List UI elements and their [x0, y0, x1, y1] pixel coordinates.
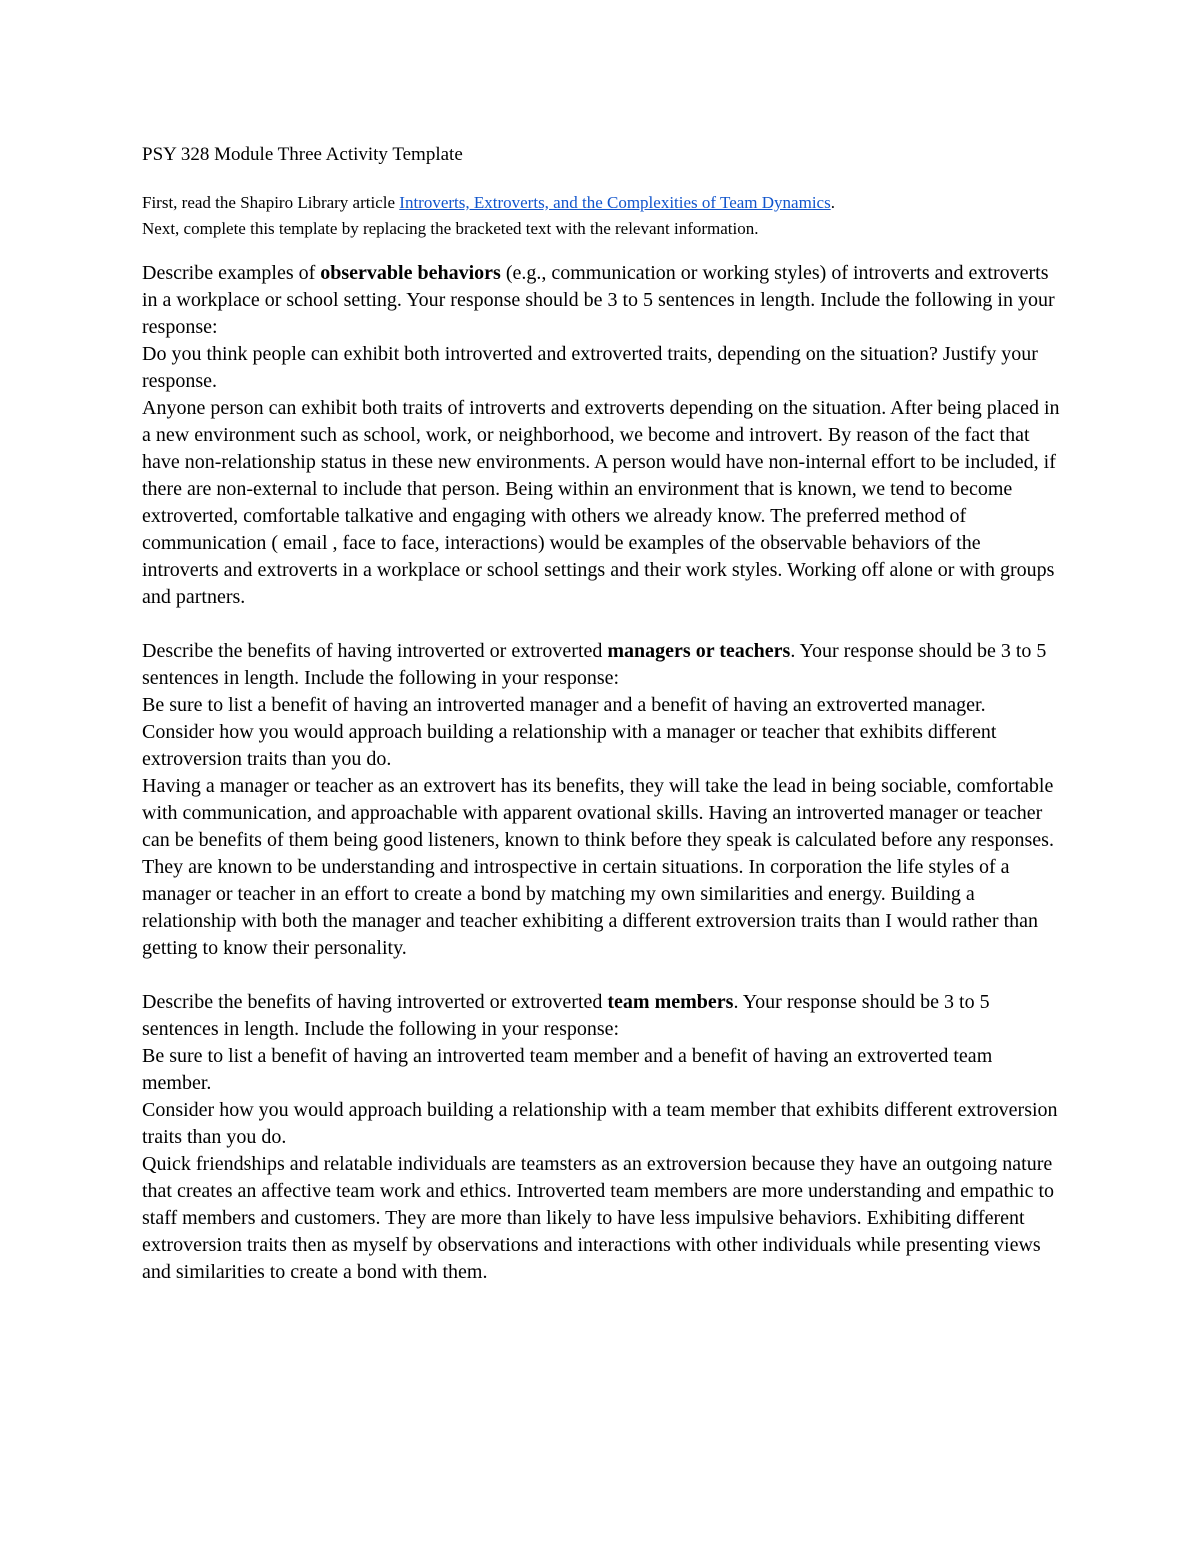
prompt-emphasis: managers or teachers: [607, 640, 791, 662]
section-prompt: [142, 638, 1062, 692]
section-bullet: Consider how you would approach building a relationship with a manager or teacher that exhibits different extroversion traits than you do.: [142, 721, 997, 770]
section-bullet: Do you think people can exhibit both introverted and extroverted traits, depending on the situation? Justify your response.: [142, 343, 1038, 392]
document-title: PSY 328 Module Three Activity Template: [142, 144, 463, 165]
section-team-members: [142, 989, 1062, 1286]
prompt-text: Describe the benefits of having introverted or extroverted: [142, 640, 608, 662]
section-observable-behaviors: [142, 260, 1062, 611]
prompt-emphasis: team members: [607, 991, 734, 1013]
section-answer: Quick friendships and relatable individuals are teamsters as an extroversion because they have an outgoing nature that creates an affective team work and ethics. Introverted team members are more understanding and empathic to staff members and customers. They are more than likely to have less impulsive behaviors. Exhibiting different extroversion traits then as myself by observations and interactions with other individuals while presenting views and similarities to create a bond with them.: [142, 1153, 1055, 1283]
section-prompt: [142, 260, 1062, 341]
section-bullet: Consider how you would approach building a relationship with a team member that exhibits different extroversion traits than you do.: [142, 1099, 1058, 1148]
intro-line-2: Next, complete this template by replacing the bracketed text with the relevant information.: [142, 219, 759, 238]
prompt-text: . Your response should be 3 to 5 sentences in length. Include the following in your response:: [142, 991, 990, 1040]
prompt-text: (e.g., communication or working styles) of introverts and extroverts in a workplace or school setting. Your response should be 3 to 5 sentences in length. Include the following in your response:: [142, 262, 1055, 338]
intro-line-1: [142, 190, 1062, 216]
prompt-text: Describe examples of: [142, 262, 321, 284]
section-answer: Anyone person can exhibit both traits of introverts and extroverts depending on the situation. After being placed in a new environment such as school, work, or neighborhood, we become and introvert. By reason of the fact that have non-relationship status in these new environments. A person would have non-internal effort to be included, if there are non-external to include that person. Being within an environment that is known, we tend to become extroverted, comfortable talkative and engaging with others we already know. The preferred method of communication ( email , face to face, interactions) would be examples of the observable behaviors of the introverts and extroverts in a workplace or school settings and their work styles. Working off alone or with groups and partners.: [142, 397, 1060, 608]
section-prompt: [142, 989, 1062, 1043]
intro-prefix: First, read the Shapiro Library article: [142, 193, 400, 212]
document-content: [142, 140, 1062, 1313]
section-bullet: Be sure to list a benefit of having an introverted manager and a benefit of having an extroverted manager.: [142, 694, 986, 716]
prompt-text: Describe the benefits of having introverted or extroverted: [142, 991, 608, 1013]
prompt-text: . Your response should be 3 to 5 sentences in length. Include the following in your response:: [142, 640, 1047, 689]
section-bullet: Be sure to list a benefit of having an introverted team member and a benefit of having an extroverted team member.: [142, 1045, 993, 1094]
intro-block: [142, 190, 1062, 242]
prompt-emphasis: observable behaviors: [320, 262, 501, 284]
section-managers-teachers: [142, 638, 1062, 962]
section-answer: Having a manager or teacher as an extrovert has its benefits, they will take the lead in being sociable, comfortable with communication, and approachable with apparent ovational skills. Having an introverted manager or teacher can be benefits of them being good listeners, known to think before they speak is calculated before any responses. They are known to be understanding and introspective in certain situations. In corporation the life styles of a manager or teacher in an effort to create a bond by matching my own similarities and energy. Building a relationship with both the manager and teacher exhibiting a different extroversion traits than I would rather than getting to know their personality.: [142, 775, 1054, 959]
intro-suffix: .: [830, 193, 835, 212]
article-link[interactable]: Introverts, Extroverts, and the Complexities of Team Dynamics: [399, 193, 831, 212]
